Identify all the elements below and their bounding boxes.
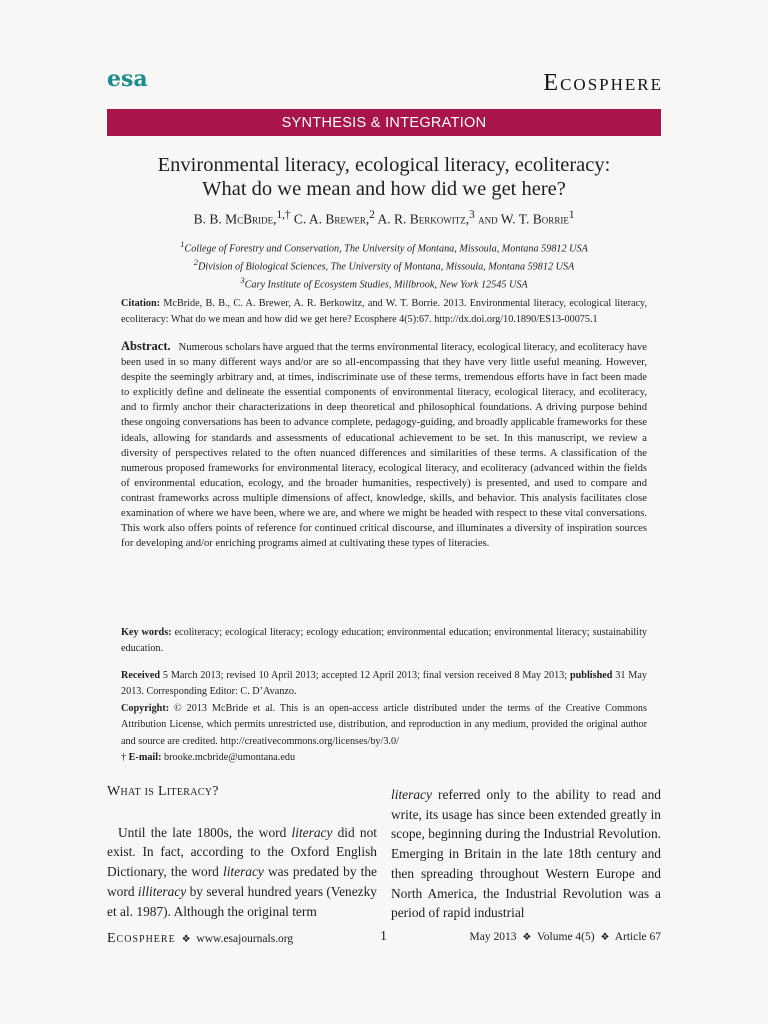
body-column-left <box>107 782 377 921</box>
diamond-icon: ❖ <box>522 932 532 943</box>
keywords <box>121 625 647 657</box>
journal-name: Ecosphere <box>543 70 663 96</box>
title-line-1: Environmental literacy, ecological literacy, ecoliteracy: <box>157 154 611 176</box>
affiliation-1: $^1$College of Forestry and Conservation, The University of Montana, Missoula, Montana 59812 USA <box>180 239 588 255</box>
body-column-right <box>391 785 661 923</box>
diamond-icon: ❖ <box>181 934 191 945</box>
author-3: A. R. Berkowitz, <box>374 211 470 227</box>
affiliations <box>107 238 661 291</box>
footer-url[interactable]: www.esajournals.org <box>196 933 294 945</box>
email-address: brooke.mcbride@umontana.edu <box>161 752 296 764</box>
received-line: Received 5 March 2013; revised 10 April 2013; accepted 12 April 2013; final version received 8 May 2013; published 31 May 2013. Corresponding Editor: C. D’Avanzo. <box>121 670 647 698</box>
body-paragraph-right: literacy referred only to the ability to read and write, its usage has since been extended greatly in scope, beginning during the Industrial Revolution. Emerging in Britain in the late 18th century and then spreading throughout Western Europe and North America, the Industrial Revolution was a period of rapid industrial <box>391 787 661 921</box>
title-line-2: What do we mean and how did we get here? <box>202 178 566 200</box>
citation-label: Citation: <box>121 298 161 309</box>
esa-logo: esa <box>107 66 148 92</box>
author-2: C. A. Brewer, <box>290 211 370 227</box>
keywords-text: ecoliteracy; ecological literacy; ecology education; environmental education; environmental literacy; sustainability education. <box>121 627 647 654</box>
abstract <box>121 339 647 551</box>
author-1: B. B. McBride, <box>193 211 277 227</box>
footer-volume: Volume 4(5) <box>536 931 595 943</box>
author-2-sup: 2 <box>369 209 375 221</box>
citation <box>121 296 647 328</box>
author-list <box>107 209 661 228</box>
author-and: and <box>474 211 498 227</box>
author-4: W. T. Borrie <box>497 211 569 227</box>
footer-left <box>107 931 293 947</box>
email-line: † E-mail: brooke.mcbride@umontana.edu <box>121 752 296 764</box>
abstract-label: Abstract. <box>121 339 171 353</box>
citation-text: McBride, B. B., C. A. Brewer, A. R. Berkowitz, and W. T. Borrie. 2013. Environmental literacy, ecological literacy, ecoliteracy: What do we mean and how did we get here? Ecosphere 4(5):67. http://dx.doi.org/10.1890/ES13-00075.1 <box>121 298 647 325</box>
keywords-label: Key words: <box>121 627 172 638</box>
diamond-icon: ❖ <box>600 932 610 943</box>
section-heading: What is Literacy? <box>107 784 219 799</box>
article-title <box>107 153 661 201</box>
footer-date: May 2013 <box>469 931 517 943</box>
footer-article: Article 67 <box>614 931 661 943</box>
article-metadata <box>121 668 647 766</box>
footer-right <box>470 931 662 943</box>
affiliation-3: $^3$Cary Institute of Ecosystem Studies, Millbrook, New York 12545 USA <box>240 274 528 290</box>
page-number: 1 <box>380 929 387 944</box>
author-4-sup: 1 <box>568 209 575 221</box>
copyright-line: Copyright: © 2013 McBride et al. This is an open-access article distributed under the terms of the Creative Commons Attribution License, which permits unrestricted use, distribution, and reproduction in any medium, provided the original author and source are credited. http://creativecommons.org/licenses/by/3.0/ <box>121 702 647 747</box>
abstract-text: Numerous scholars have argued that the terms environmental literacy, ecological literacy, and ecoliteracy have been used in so many different ways and/or are so all-encompassing that they have very little useful meaning. However, despite the seemingly arbitrary and, at times, indiscriminate use of these terms, tremendous efforts have in fact been made to explicitly define and delineate the essential components of environmental literacy, ecological literacy, and ecoliteracy, and to firmly anchor their characterizations in deep theoretical and philosophical foundations. A driving purpose behind these ongoing conversations has been to advance complete, pedagogy-guiding, and broadly applicable frameworks for these ideals, allowing for standards and assessments of educational achievement to be set. In this manuscript, we review a diversity of perspectives related to the often nuanced differences and similarities of these terms. A classification of the numerous proposed frameworks for environmental literacy, ecological literacy, and ecoliteracy (advanced within the fields of environmental education, ecology, and the broader humanities, respectively) is presented, and used to compare and contrast frameworks across multiple dimensions of affect, knowledge, skills, and behavior. This analysis facilitates close examination of where we have been, where we are, and where we might be headed with respect to these vital conversations. This work also offers points of reference for continued critical discourse, and illuminates a diversity of inspiration sources for developing and/or enriching programs aimed at cultivating these types of literacies. <box>121 342 647 550</box>
author-1-sup: 1,† <box>276 209 291 221</box>
body-paragraph-left: Until the late 1800s, the word literacy did not exist. In fact, according to the Oxford English Dictionary, the word literacy was predated by the word illiteracy by several hundred years (Venezky et al. 1987). Although the original term <box>107 824 377 919</box>
dagger-mark: † <box>284 209 291 221</box>
section-banner <box>107 109 661 136</box>
page-footer <box>107 929 661 949</box>
affiliation-2: $^2$Division of Biological Sciences, The University of Montana, Missoula, Montana 59812 USA <box>193 256 575 273</box>
author-3-sup: 3 <box>469 209 475 221</box>
footer-journal: Ecosphere <box>107 931 176 946</box>
banner-text: SYNTHESIS & INTEGRATION <box>281 114 487 131</box>
